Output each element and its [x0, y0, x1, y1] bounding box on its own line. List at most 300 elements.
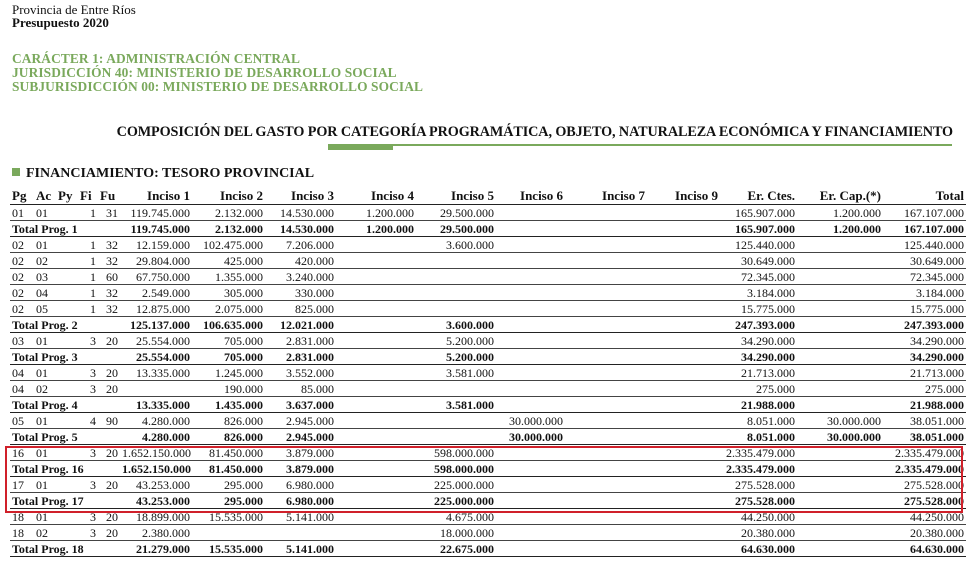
cell-inciso3 [265, 525, 336, 541]
cell-inciso9 [647, 269, 720, 285]
cell-pg: 04 [10, 381, 34, 397]
cell-inciso1: 43.253.000 [120, 493, 192, 509]
cell-inciso6 [496, 509, 565, 525]
cell-pg: 05 [10, 413, 34, 429]
cell-inciso2: 705.000 [192, 349, 265, 365]
cell-inciso7 [565, 285, 647, 301]
cell-fi: 3 [78, 525, 98, 541]
cell-total: 167.107.000 [883, 205, 966, 221]
cell-inciso9 [647, 253, 720, 269]
cell-ac: 01 [34, 509, 56, 525]
cell-ac: 02 [34, 253, 56, 269]
cell-inciso4: 1.200.000 [336, 205, 416, 221]
classification-block [12, 52, 423, 94]
col-py: Py [56, 187, 78, 205]
cell-er-cap [797, 301, 883, 317]
page-title: COMPOSICIÓN DEL GASTO POR CATEGORÍA PROGRAMÁTICA, OBJETO, NATURALEZA ECONÓMICA Y FINANCIAMIENTO [116, 124, 953, 140]
cell-inciso3: 2.945.000 [265, 429, 336, 445]
cell-inciso3: 12.021.000 [265, 317, 336, 333]
cell-fu: 31 [98, 205, 120, 221]
cell-py [56, 333, 78, 349]
cell-er-cap [797, 493, 883, 509]
cell-fu: 32 [98, 285, 120, 301]
cell-inciso4 [336, 541, 416, 557]
cell-inciso1: 2.549.000 [120, 285, 192, 301]
cell-inciso6 [496, 285, 565, 301]
cell-inciso6 [496, 397, 565, 413]
cell-py [56, 381, 78, 397]
province-name: Provincia de Entre Ríos [12, 2, 136, 17]
cell-fi: 3 [78, 445, 98, 461]
cell-inciso2: 1.355.000 [192, 269, 265, 285]
cell-er-ctes: 165.907.000 [720, 205, 797, 221]
col-inciso3: Inciso 3 [265, 187, 336, 205]
cell-inciso3: 3.552.000 [265, 365, 336, 381]
cell-inciso3: 2.831.000 [265, 333, 336, 349]
cell-inciso1: 18.899.000 [120, 509, 192, 525]
cell-fi: 3 [78, 365, 98, 381]
col-inciso5: Inciso 5 [416, 187, 496, 205]
cell-inciso3: 2.831.000 [265, 349, 336, 365]
cell-fi: 4 [78, 413, 98, 429]
cell-fi: 1 [78, 253, 98, 269]
total-label: Total Prog. 1 [10, 221, 120, 237]
subjurisdiccion-heading: SUBJURISDICCIÓN 00: MINISTERIO DE DESARROLLO SOCIAL [12, 79, 423, 94]
cell-pg: 04 [10, 365, 34, 381]
cell-er-cap [797, 509, 883, 525]
cell-py [56, 253, 78, 269]
cell-inciso2: 106.635.000 [192, 317, 265, 333]
cell-total: 125.440.000 [883, 237, 966, 253]
table-row [10, 525, 966, 541]
cell-fi: 1 [78, 205, 98, 221]
cell-fi: 1 [78, 269, 98, 285]
cell-py [56, 301, 78, 317]
square-bullet-icon [12, 168, 20, 176]
cell-ac: 01 [34, 413, 56, 429]
cell-inciso5: 29.500.000 [416, 221, 496, 237]
cell-er-cap: 1.200.000 [797, 221, 883, 237]
cell-total: 2.335.479.000 [883, 445, 966, 461]
cell-inciso1: 13.335.000 [120, 397, 192, 413]
table-row [10, 509, 966, 525]
cell-inciso4 [336, 269, 416, 285]
cell-inciso7 [565, 365, 647, 381]
cell-ac: 04 [34, 285, 56, 301]
cell-inciso6 [496, 269, 565, 285]
cell-inciso9 [647, 349, 720, 365]
cell-inciso9 [647, 445, 720, 461]
cell-inciso9 [647, 493, 720, 509]
table-row [10, 477, 966, 493]
col-total: Total [883, 187, 966, 205]
table-row [10, 237, 966, 253]
cell-inciso9 [647, 333, 720, 349]
cell-inciso5: 598.000.000 [416, 461, 496, 477]
cell-py [56, 365, 78, 381]
caracter-heading: CARÁCTER 1: ADMINISTRACIÓN CENTRAL [12, 51, 300, 66]
cell-pg: 02 [10, 269, 34, 285]
cell-er-ctes: 44.250.000 [720, 509, 797, 525]
cell-inciso4 [336, 253, 416, 269]
cell-inciso7 [565, 493, 647, 509]
cell-inciso5 [416, 253, 496, 269]
cell-inciso5: 3.600.000 [416, 237, 496, 253]
cell-pg: 18 [10, 509, 34, 525]
table-total-row [10, 349, 966, 365]
table-row [10, 253, 966, 269]
cell-er-ctes: 21.988.000 [720, 397, 797, 413]
cell-inciso5: 29.500.000 [416, 205, 496, 221]
cell-inciso3: 14.530.000 [265, 205, 336, 221]
cell-inciso1: 25.554.000 [120, 349, 192, 365]
cell-inciso5: 18.000.000 [416, 525, 496, 541]
cell-fu: 20 [98, 365, 120, 381]
cell-ac: 02 [34, 381, 56, 397]
cell-er-cap [797, 269, 883, 285]
table-total-row [10, 541, 966, 557]
cell-inciso3: 3.240.000 [265, 269, 336, 285]
cell-er-cap [797, 365, 883, 381]
cell-inciso5 [416, 285, 496, 301]
cell-total: 34.290.000 [883, 333, 966, 349]
cell-er-ctes: 275.528.000 [720, 477, 797, 493]
cell-inciso6: 30.000.000 [496, 429, 565, 445]
cell-inciso7 [565, 301, 647, 317]
cell-er-cap [797, 381, 883, 397]
cell-inciso9 [647, 477, 720, 493]
cell-inciso4 [336, 237, 416, 253]
cell-er-ctes: 20.380.000 [720, 525, 797, 541]
cell-inciso6 [496, 349, 565, 365]
cell-er-cap [797, 461, 883, 477]
financing-label: FINANCIAMIENTO: TESORO PROVINCIAL [26, 166, 315, 181]
cell-inciso1: 67.750.000 [120, 269, 192, 285]
cell-inciso7 [565, 413, 647, 429]
cell-fi: 1 [78, 285, 98, 301]
cell-inciso2: 295.000 [192, 477, 265, 493]
cell-inciso9 [647, 317, 720, 333]
col-er-cap: Er. Cap.(*) [797, 187, 883, 205]
jurisdiccion-heading: JURISDICCIÓN 40: MINISTERIO DE DESARROLLO SOCIAL [12, 65, 397, 80]
cell-er-ctes: 34.290.000 [720, 349, 797, 365]
cell-inciso4 [336, 493, 416, 509]
cell-inciso2: 826.000 [192, 413, 265, 429]
cell-inciso4 [336, 525, 416, 541]
cell-py [56, 525, 78, 541]
cell-inciso7 [565, 541, 647, 557]
cell-er-ctes: 8.051.000 [720, 413, 797, 429]
cell-inciso9 [647, 461, 720, 477]
cell-inciso6 [496, 525, 565, 541]
cell-total: 275.000 [883, 381, 966, 397]
cell-inciso6 [496, 253, 565, 269]
cell-er-cap [797, 333, 883, 349]
cell-inciso9 [647, 541, 720, 557]
cell-pg: 18 [10, 525, 34, 541]
cell-inciso1: 13.335.000 [120, 365, 192, 381]
budget-table [10, 187, 966, 557]
cell-ac: 01 [34, 365, 56, 381]
col-pg: Pg [10, 187, 34, 205]
table-row [10, 445, 966, 461]
cell-inciso2: 102.475.000 [192, 237, 265, 253]
cell-inciso9 [647, 381, 720, 397]
col-inciso4: Inciso 4 [336, 187, 416, 205]
cell-er-ctes: 3.184.000 [720, 285, 797, 301]
cell-pg: 03 [10, 333, 34, 349]
cell-py [56, 269, 78, 285]
cell-inciso2: 190.000 [192, 381, 265, 397]
table-total-row [10, 221, 966, 237]
cell-ac: 01 [34, 205, 56, 221]
cell-inciso6 [496, 365, 565, 381]
cell-total: 20.380.000 [883, 525, 966, 541]
cell-inciso9 [647, 285, 720, 301]
cell-inciso2: 15.535.000 [192, 541, 265, 557]
table-total-row [10, 429, 966, 445]
cell-ac: 01 [34, 333, 56, 349]
cell-fi: 3 [78, 333, 98, 349]
cell-inciso5 [416, 413, 496, 429]
cell-inciso4 [336, 413, 416, 429]
cell-inciso2: 2.075.000 [192, 301, 265, 317]
cell-inciso6 [496, 221, 565, 237]
cell-inciso1: 43.253.000 [120, 477, 192, 493]
cell-inciso7 [565, 445, 647, 461]
cell-inciso1: 119.745.000 [120, 221, 192, 237]
cell-fu: 32 [98, 301, 120, 317]
cell-inciso4 [336, 397, 416, 413]
cell-inciso1: 1.652.150.000 [122, 445, 191, 460]
cell-inciso5 [416, 269, 496, 285]
cell-inciso4 [336, 365, 416, 381]
cell-er-cap: 30.000.000 [797, 429, 883, 445]
cell-fi: 3 [78, 381, 98, 397]
financing-heading [12, 166, 314, 182]
cell-inciso4 [336, 333, 416, 349]
cell-inciso7 [565, 477, 647, 493]
cell-fi: 3 [78, 477, 98, 493]
cell-inciso3: 7.206.000 [265, 237, 336, 253]
cell-ac: 01 [34, 477, 56, 493]
cell-inciso6 [496, 493, 565, 509]
table-row [10, 381, 966, 397]
cell-er-ctes: 21.713.000 [720, 365, 797, 381]
cell-inciso5: 22.675.000 [416, 541, 496, 557]
cell-inciso1: 29.804.000 [120, 253, 192, 269]
cell-fu: 32 [98, 253, 120, 269]
cell-er-ctes: 8.051.000 [720, 429, 797, 445]
cell-inciso4 [336, 381, 416, 397]
cell-inciso7 [565, 317, 647, 333]
cell-inciso4 [336, 317, 416, 333]
cell-fu: 60 [98, 269, 120, 285]
cell-inciso9 [647, 301, 720, 317]
cell-inciso6: 30.000.000 [496, 413, 565, 429]
cell-inciso2: 2.132.000 [192, 205, 265, 221]
cell-total: 30.649.000 [883, 253, 966, 269]
cell-er-cap [797, 237, 883, 253]
cell-inciso2: 1.435.000 [192, 397, 265, 413]
cell-fu: 20 [98, 381, 120, 397]
cell-fu: 20 [98, 333, 120, 349]
cell-inciso9 [647, 429, 720, 445]
cell-inciso5: 3.581.000 [416, 365, 496, 381]
table-total-row [10, 461, 966, 477]
cell-er-cap [797, 525, 883, 541]
cell-er-ctes: 165.907.000 [720, 221, 797, 237]
cell-pg: 16 [10, 445, 34, 461]
table-row [10, 301, 966, 317]
col-inciso9: Inciso 9 [647, 187, 720, 205]
total-label: Total Prog. 16 [10, 461, 120, 477]
col-fu: Fu [98, 187, 120, 205]
cell-ac: 01 [34, 445, 56, 461]
col-inciso6: Inciso 6 [496, 187, 565, 205]
cell-inciso2: 826.000 [192, 429, 265, 445]
cell-inciso5 [416, 429, 496, 445]
cell-inciso7 [565, 525, 647, 541]
title-underline [393, 144, 952, 146]
cell-inciso7 [565, 397, 647, 413]
cell-inciso2: 15.535.000 [192, 509, 265, 525]
cell-inciso4 [336, 509, 416, 525]
total-label: Total Prog. 18 [10, 541, 120, 557]
cell-inciso3: 5.141.000 [265, 509, 336, 525]
cell-er-cap [797, 397, 883, 413]
cell-inciso5: 5.200.000 [416, 333, 496, 349]
cell-inciso2 [192, 525, 265, 541]
cell-inciso4 [336, 477, 416, 493]
cell-total: 64.630.000 [883, 541, 966, 557]
cell-inciso5: 225.000.000 [416, 493, 496, 509]
cell-total: 3.184.000 [883, 285, 966, 301]
table-total-row [10, 397, 966, 413]
cell-pg: 02 [10, 301, 34, 317]
cell-inciso1: 12.875.000 [120, 301, 192, 317]
cell-total: 44.250.000 [883, 509, 966, 525]
col-inciso1: Inciso 1 [120, 187, 192, 205]
cell-fi: 1 [78, 301, 98, 317]
cell-ac: 03 [34, 269, 56, 285]
cell-total: 275.528.000 [883, 493, 966, 509]
cell-inciso4 [336, 349, 416, 365]
cell-er-ctes: 2.335.479.000 [720, 461, 797, 477]
cell-total: 2.335.479.000 [883, 461, 966, 477]
table-row [10, 269, 966, 285]
cell-er-cap [797, 349, 883, 365]
cell-inciso7 [565, 253, 647, 269]
total-label: Total Prog. 5 [10, 429, 120, 445]
cell-ac: 02 [34, 525, 56, 541]
budget-year: Presupuesto 2020 [12, 15, 109, 30]
cell-inciso5: 4.675.000 [416, 509, 496, 525]
cell-fu: 20 [98, 525, 120, 541]
cell-inciso2: 705.000 [192, 333, 265, 349]
cell-fi: 3 [78, 509, 98, 525]
cell-er-cap [797, 445, 883, 461]
cell-inciso3: 85.000 [265, 381, 336, 397]
col-inciso2: Inciso 2 [192, 187, 265, 205]
cell-inciso7 [565, 429, 647, 445]
cell-inciso3: 825.000 [265, 301, 336, 317]
cell-er-cap [797, 285, 883, 301]
cell-inciso2: 2.132.000 [192, 221, 265, 237]
cell-total: 167.107.000 [883, 221, 966, 237]
cell-py [56, 509, 78, 525]
cell-inciso3: 3.879.000 [265, 461, 336, 477]
cell-total: 38.051.000 [883, 429, 966, 445]
cell-inciso6 [496, 301, 565, 317]
cell-inciso2: 1.245.000 [192, 365, 265, 381]
cell-inciso4 [336, 461, 416, 477]
cell-inciso6 [496, 317, 565, 333]
cell-inciso5: 225.000.000 [416, 477, 496, 493]
cell-inciso5: 3.600.000 [416, 317, 496, 333]
cell-inciso6 [496, 461, 565, 477]
cell-total: 34.290.000 [883, 349, 966, 365]
cell-er-cap [797, 253, 883, 269]
cell-inciso3: 3.879.000 [265, 445, 336, 461]
cell-inciso2: 295.000 [192, 493, 265, 509]
table-row [10, 333, 966, 349]
cell-inciso7 [565, 221, 647, 237]
cell-total: 247.393.000 [883, 317, 966, 333]
cell-py [56, 445, 78, 461]
cell-er-ctes: 275.000 [720, 381, 797, 397]
cell-inciso7 [565, 333, 647, 349]
cell-ac: 05 [34, 301, 56, 317]
cell-total: 15.775.000 [883, 301, 966, 317]
cell-inciso6 [496, 445, 565, 461]
cell-inciso7 [565, 381, 647, 397]
cell-er-ctes: 15.775.000 [720, 301, 797, 317]
cell-inciso9 [647, 413, 720, 429]
cell-inciso3: 14.530.000 [265, 221, 336, 237]
cell-total: 38.051.000 [883, 413, 966, 429]
cell-inciso6 [496, 541, 565, 557]
cell-er-cap [797, 477, 883, 493]
cell-er-ctes: 275.528.000 [720, 493, 797, 509]
cell-inciso9 [647, 365, 720, 381]
col-ac: Ac [34, 187, 56, 205]
table-row [10, 285, 966, 301]
cell-er-ctes: 125.440.000 [720, 237, 797, 253]
cell-inciso3: 6.980.000 [265, 477, 336, 493]
cell-pg: 02 [10, 253, 34, 269]
cell-inciso6 [496, 333, 565, 349]
total-label: Total Prog. 3 [10, 349, 120, 365]
cell-py [56, 285, 78, 301]
cell-inciso6 [496, 381, 565, 397]
cell-inciso1: 25.554.000 [120, 333, 192, 349]
cell-py [56, 237, 78, 253]
cell-er-cap [797, 541, 883, 557]
cell-inciso2: 81.450.000 [192, 461, 265, 477]
cell-pg: 01 [10, 205, 34, 221]
cell-er-ctes: 2.335.479.000 [720, 445, 797, 461]
cell-ac: 01 [34, 237, 56, 253]
cell-fu: 90 [98, 413, 120, 429]
cell-inciso9 [647, 237, 720, 253]
cell-py [56, 413, 78, 429]
cell-inciso7 [565, 237, 647, 253]
cell-inciso7 [565, 461, 647, 477]
title-underline-accent [328, 144, 393, 150]
cell-py [56, 205, 78, 221]
cell-inciso3: 6.980.000 [265, 493, 336, 509]
